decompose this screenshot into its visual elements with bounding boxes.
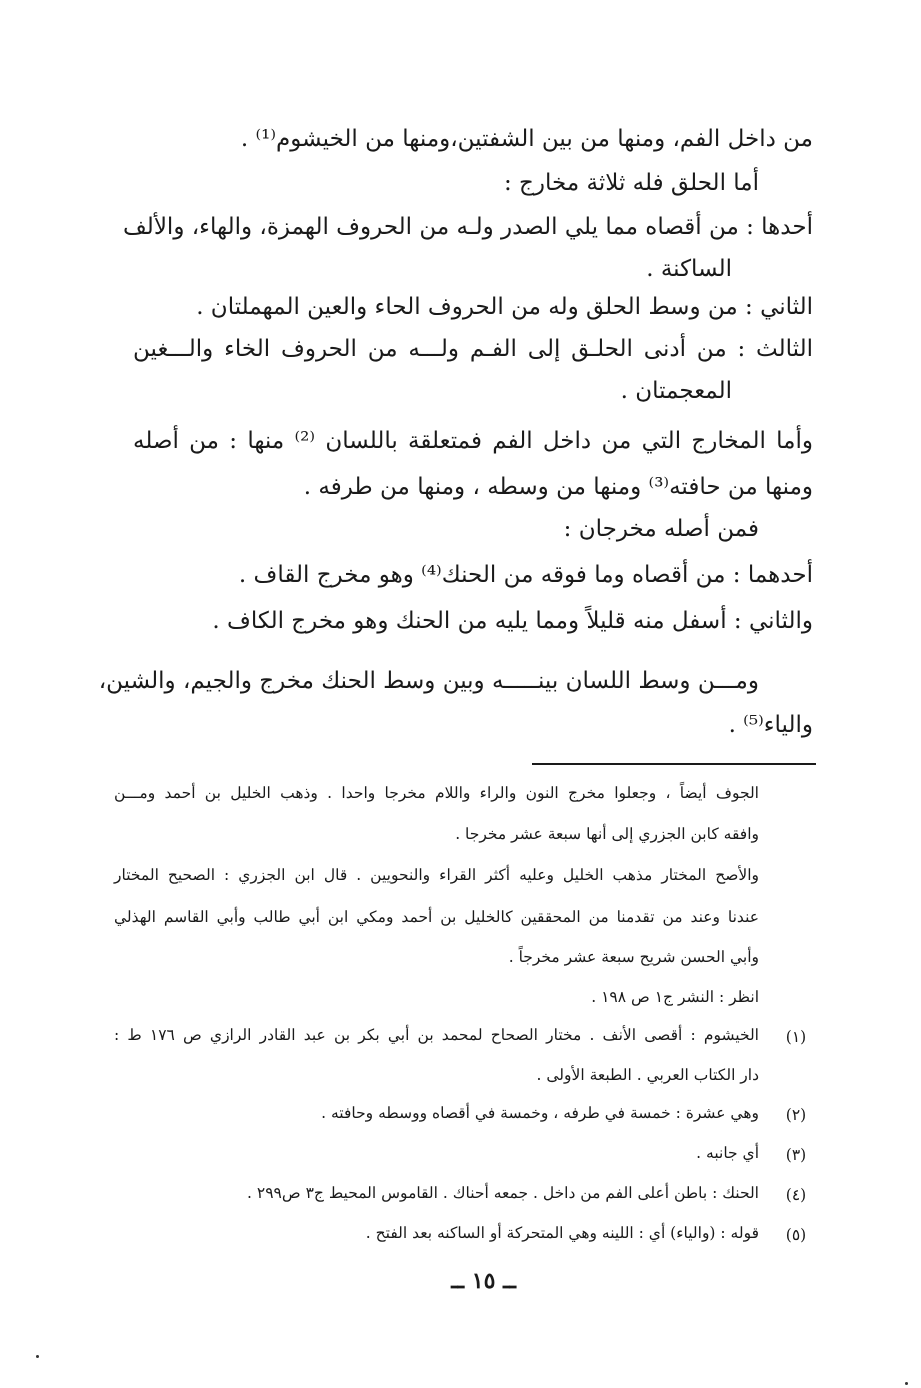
footnote-1-line-1: الخيشوم : أقصى الأنف . مختار الصحاح لمحمد بن أبي بكر بن عبد القادر الرازي ص ١٧٦ ط :	[114, 1026, 759, 1044]
body-line-5: الثاني : من وسط الحلق وله من الحروف الحاء والعين المهملتان .	[196, 294, 813, 320]
body-line-4: الساكنة .	[646, 256, 732, 282]
footnote-number-3: (٣)	[785, 1146, 807, 1164]
scan-speck	[905, 1382, 908, 1385]
body-line-10: فمن أصله مخرجان :	[563, 516, 759, 542]
footnote-1-line-2: دار الكتاب العربي . الطبعة الأولى .	[536, 1066, 759, 1084]
body-line-7: المعجمتان .	[620, 378, 732, 404]
note-line-4: عندنا وعند من تقدمنا من المحققين كالخليل بن أحمد ومكي ابن أبي طالب وأبي القاسم الهذلي	[114, 908, 759, 926]
body-line-6: الثالث : من أدنى الحلـق إلى الفـم ولـــه من الحروف الخاء والـــغين	[133, 336, 813, 362]
footnote-3-line-1: أي جانبه .	[696, 1144, 759, 1162]
body-line-14: والياء⁽⁵⁾ .	[728, 712, 813, 738]
body-line-3: أحدها : من أقصاه مما يلي الصدر ولـه من الحروف الهمزة، والهاء، والألف	[123, 214, 813, 240]
body-line-2: أما الحلق فله ثلاثة مخارج :	[504, 170, 759, 196]
page-number: ــ ١٥ ــ	[451, 1268, 516, 1294]
body-line-12: والثاني : أسفل منه قليلاً ومما يليه من الحنك وهو مخرج الكاف .	[212, 608, 813, 634]
footnote-separator	[532, 763, 816, 765]
footnote-number-5: (٥)	[785, 1226, 807, 1244]
footnote-number-4: (٤)	[785, 1186, 807, 1204]
footnote-4-line-1: الحنك : باطن أعلى الفم من داخل . جمعه أحناك . القاموس المحيط ج٣ ص٢٩٩ .	[247, 1184, 759, 1202]
body-line-8: وأما المخارج التي من داخل الفم فمتعلقة باللسان ⁽²⁾ منها : من أصله	[133, 428, 813, 454]
note-line-5: وأبي الحسن شريح سبعة عشر مخرجاً .	[508, 948, 759, 966]
scan-speck	[36, 1355, 39, 1358]
footnote-5-line-1: قوله : (والياء) أي : اللينه وهي المتحركة أو الساكنه بعد الفتح .	[365, 1224, 759, 1242]
note-line-2: وافقه كابن الجزري إلى أنها سبعة عشر مخرجا .	[455, 825, 759, 843]
footnote-number-2: (٢)	[785, 1106, 807, 1124]
footnote-2-line-1: وهي عشرة : خمسة في طرفه ، وخمسة في أقصاه ووسطه وحافته .	[321, 1104, 759, 1122]
note-line-3: والأصح المختار مذهب الخليل وعليه أكثر القراء والنحويين . قال ابن الجزري : الصحيح المختار	[114, 866, 759, 884]
footnote-number-1: (١)	[785, 1028, 807, 1046]
body-line-1: من داخل الفم، ومنها من بين الشفتين،ومنها من الخيشوم⁽¹⁾ .	[240, 126, 813, 152]
body-line-9: ومنها من حافته⁽³⁾ ومنها من وسطه ، ومنها من طرفه .	[303, 474, 813, 500]
note-line-6: انظر : النشر ج١ ص ١٩٨ .	[591, 988, 759, 1006]
body-line-13: ومـــن وسط اللسان بينـــــه وبين وسط الحنك مخرج والجيم، والشين،	[98, 668, 759, 694]
body-line-11: أحدهما : من أقصاه وما فوقه من الحنك⁽⁴⁾ وهو مخرج القاف .	[238, 562, 813, 588]
note-line-1: الجوف أيضاً ، وجعلوا مخرج النون والراء واللام مخرجا واحدا . وذهب الخليل بن أحمد ومـــن	[114, 784, 759, 802]
